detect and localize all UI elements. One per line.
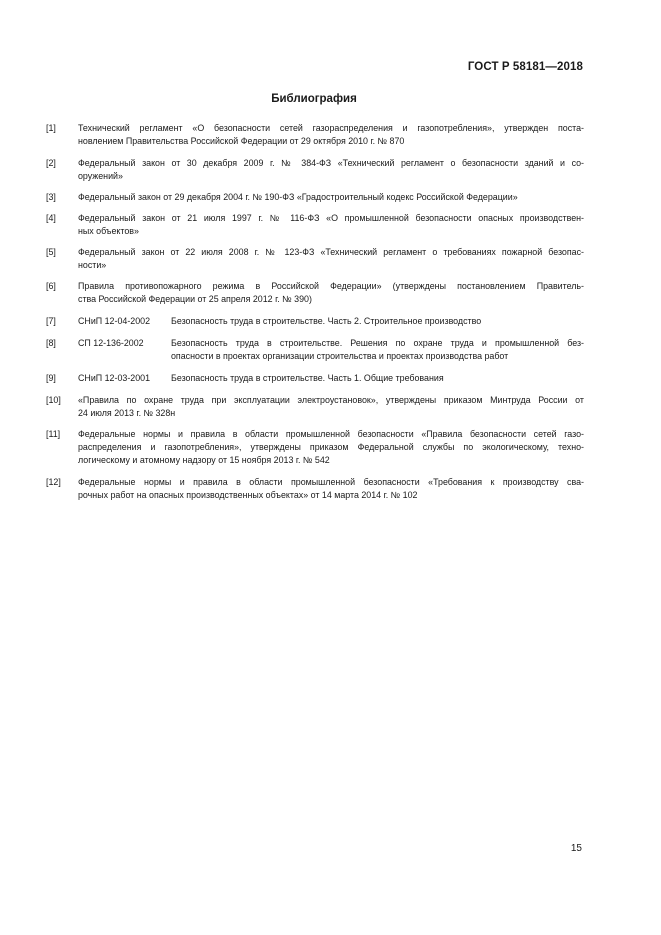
entry-line: Безопасность труда в строительстве. Решения по охране труда и промышленной без- bbox=[171, 338, 584, 348]
entry-text bbox=[78, 122, 584, 148]
entry-line: «Правила по охране труда при эксплуатации электроустановок», утверждены приказом Минтруда России от bbox=[78, 395, 584, 405]
entry-text bbox=[78, 280, 584, 306]
entry-text bbox=[78, 246, 584, 272]
entry-line: оружений» bbox=[78, 171, 123, 181]
bibliography-entry bbox=[46, 315, 584, 328]
entry-number: [3] bbox=[46, 192, 56, 202]
bibliography-entry bbox=[46, 476, 584, 502]
entry-text bbox=[78, 372, 584, 385]
bibliography-entry bbox=[46, 246, 584, 272]
entry-line: ства Российской Федерации от 25 апреля 2012 г. № 390) bbox=[78, 294, 312, 304]
entry-line: Технический регламент «О безопасности сетей газораспределения и газопотребления», утвержден поста- bbox=[78, 123, 584, 133]
entry-line: рочных работ на опасных производственных объектах» от 14 марта 2014 г. № 102 bbox=[78, 490, 418, 500]
entry-number: [10] bbox=[46, 395, 61, 405]
entry-text bbox=[78, 428, 584, 467]
entry-line: Федеральный закон от 29 декабря 2004 г. № 190-ФЗ «Градостроительный кодекс Российской Федерации» bbox=[78, 192, 518, 202]
entry-line: ных объектов» bbox=[78, 226, 139, 236]
entry-number: [5] bbox=[46, 247, 56, 257]
bibliography-list bbox=[46, 122, 584, 502]
bibliography-entry bbox=[46, 394, 584, 420]
entry-text bbox=[78, 476, 584, 502]
entry-line: 24 июля 2013 г. № 328н bbox=[78, 408, 176, 418]
entry-number: [1] bbox=[46, 123, 56, 133]
entry-line: распределения и газопотребления», утверждены приказом Федеральной службы по экологическому, техно- bbox=[78, 442, 584, 452]
entry-line: ности» bbox=[78, 260, 107, 270]
entry-line: Федеральный закон от 22 июля 2008 г. № 123-ФЗ «Технический регламент о требованиях пожарной безопас- bbox=[78, 247, 584, 257]
entry-number: [7] bbox=[46, 316, 56, 326]
bibliography-entry bbox=[46, 191, 584, 204]
entry-line: Безопасность труда в строительстве. Часть 2. Строительное производство bbox=[171, 316, 482, 326]
entry-text bbox=[78, 157, 584, 183]
bibliography-entry bbox=[46, 337, 584, 363]
entry-line: логическому и атомному надзору от 15 ноября 2013 г. № 542 bbox=[78, 455, 330, 465]
entry-number: [6] bbox=[46, 281, 56, 291]
page-number: 15 bbox=[570, 843, 582, 854]
bibliography-entry bbox=[46, 212, 584, 238]
entry-text bbox=[78, 315, 584, 328]
entry-text bbox=[78, 394, 584, 420]
entry-line: опасности в проектах организации строительства и проектах производства работ bbox=[171, 351, 509, 361]
entry-document-ref: СП 12-136-2002 bbox=[78, 338, 144, 348]
entry-line: Федеральный закон от 30 декабря 2009 г. № 384-ФЗ «Технический регламент о безопасности зданий и со- bbox=[78, 158, 584, 168]
entry-number: [8] bbox=[46, 338, 56, 348]
entry-number: [11] bbox=[46, 429, 61, 439]
bibliography-entry bbox=[46, 372, 584, 385]
bibliography-entry bbox=[46, 122, 584, 148]
entry-text bbox=[78, 337, 584, 363]
entry-line: Федеральный закон от 21 июля 1997 г. № 116-ФЗ «О промышленной безопасности опасных производствен- bbox=[78, 213, 584, 223]
entry-line: Федеральные нормы и правила в области промышленной безопасности «Правила безопасности сетей газо- bbox=[78, 429, 584, 439]
entry-number: [9] bbox=[46, 373, 56, 383]
entry-number: [12] bbox=[46, 477, 61, 487]
entry-line: Федеральные нормы и правила в области промышленной безопасности «Требования к производству сва- bbox=[78, 477, 584, 487]
entry-number: [2] bbox=[46, 158, 56, 168]
entry-number: [4] bbox=[46, 213, 56, 223]
entry-text bbox=[78, 212, 584, 238]
entry-line: Правила противопожарного режима в Российской Федерации» (утверждены постановлением Правитель- bbox=[78, 281, 584, 291]
bibliography-entry bbox=[46, 428, 584, 467]
entry-document-ref: СНиП 12-04-2002 bbox=[78, 316, 151, 326]
document-code: ГОСТ Р 58181—2018 bbox=[467, 61, 583, 73]
bibliography-entry bbox=[46, 280, 584, 306]
entry-line: Безопасность труда в строительстве. Часть 1. Общие требования bbox=[171, 373, 444, 383]
entry-document-ref: СНиП 12-03-2001 bbox=[78, 373, 151, 383]
entry-text bbox=[78, 191, 584, 204]
section-title: Библиография bbox=[271, 93, 357, 105]
entry-line: новлением Правительства Российской Федерации от 29 октября 2010 г. № 870 bbox=[78, 136, 405, 146]
bibliography-entry bbox=[46, 157, 584, 183]
